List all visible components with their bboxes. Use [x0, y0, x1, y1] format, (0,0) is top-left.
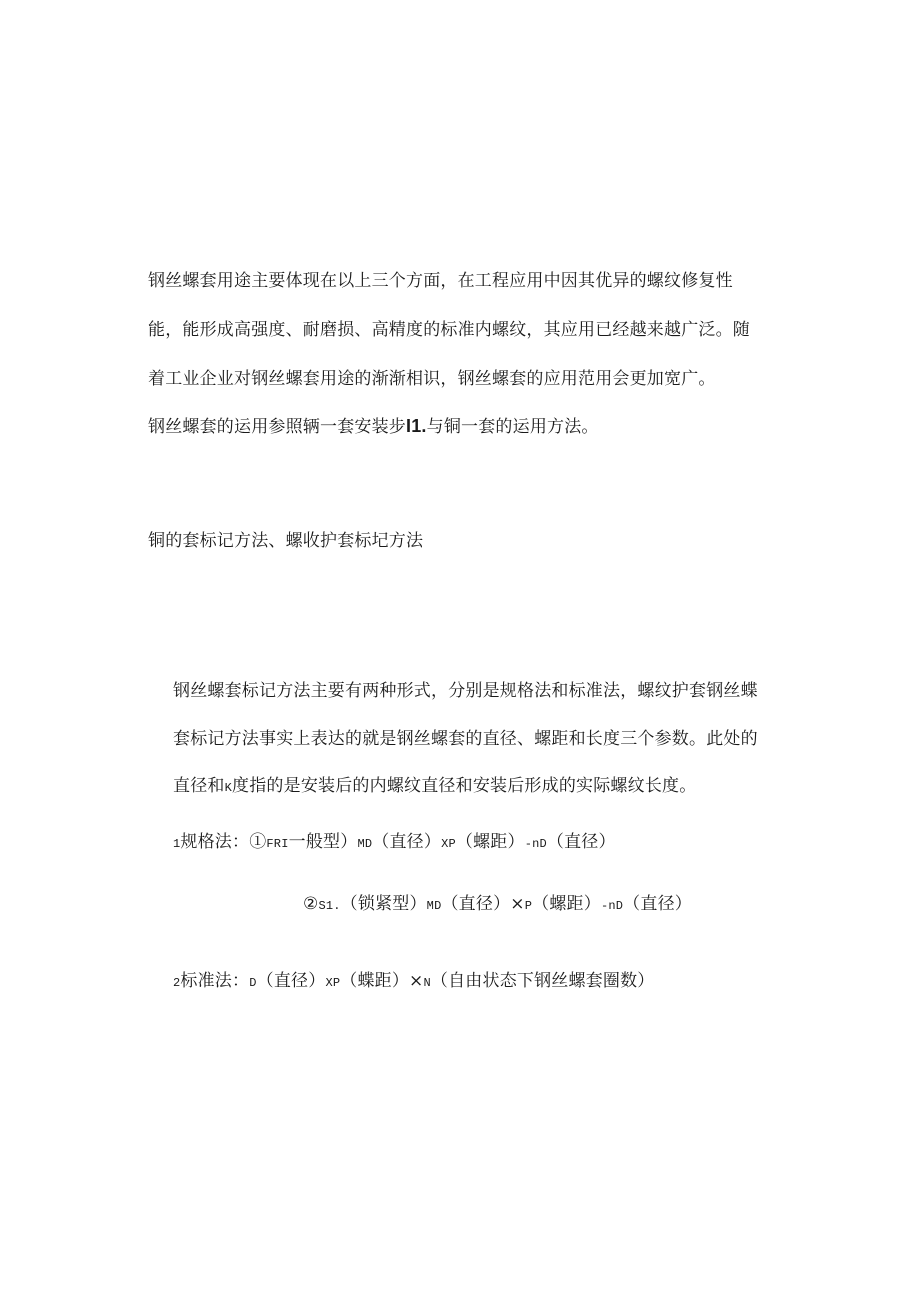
- text-segment: （自由状态下钢丝螺套圈数）: [430, 971, 655, 991]
- text-line: 能，能形成高强度、耐磨损、高精度的标准内螺纹，其应用已经越来越广泛。随: [148, 320, 750, 340]
- text-segment: 直径和: [173, 776, 225, 796]
- text-segment: 度指的是安装后的内螺纹直径和安装后形成的实际螺纹长度。: [232, 776, 697, 796]
- code-segment: XP: [325, 976, 341, 990]
- code-segment: P: [524, 899, 533, 913]
- text-line: 套标记方法事实上表达的就是钢丝螺套的直径、螺距和长度三个参数。此处的: [173, 729, 758, 749]
- code-segment: FRI: [266, 837, 289, 851]
- text-segment: （直径）: [623, 894, 692, 914]
- code-segment: N: [423, 976, 431, 990]
- code-segment: -nD: [600, 899, 624, 913]
- text-segment: （锁紧型）: [340, 894, 427, 914]
- spec-line-1: [173, 830, 616, 856]
- code-segment: XP: [441, 837, 456, 851]
- text-segment: 钢丝螺套的运用参照辆一套安装步: [148, 417, 406, 437]
- code-segment: D: [249, 976, 257, 990]
- spec-line-2: [303, 892, 692, 918]
- text-segment: 规格法：①: [180, 832, 267, 852]
- text-segment: （直径）: [256, 971, 326, 991]
- code-segment: -nD: [524, 837, 547, 851]
- text-segment: （直径）×: [441, 894, 525, 914]
- text-segment: 与铜一套的运用方法。: [426, 417, 599, 437]
- text-segment: （蝶距）×: [340, 971, 424, 991]
- code-segment: MD: [426, 899, 442, 913]
- text-segment: ②: [303, 894, 319, 914]
- text-segment: （直径）: [546, 832, 616, 852]
- text-segment-bold: I1.: [406, 416, 427, 436]
- text-line: [148, 414, 599, 439]
- text-segment: （螺距）: [455, 832, 525, 852]
- code-segment: S1.: [318, 899, 341, 913]
- text-segment: （直径）: [372, 832, 442, 852]
- text-segment-small: K: [224, 781, 233, 795]
- text-line: 钢丝螺套标记方法主要有两种形式，分别是规格法和标准法，螺纹护套钢丝蝶: [173, 681, 758, 701]
- text-line: [173, 774, 696, 800]
- section-heading: 铜的套标记方法、螺收护套标圮方法: [148, 531, 424, 551]
- text-segment: 标准法：: [180, 971, 250, 991]
- list-number: 1: [173, 837, 181, 851]
- text-line: 钢丝螺套用途主要体现在以上三个方面，在工程应用中因其优异的螺纹修复性: [148, 271, 733, 291]
- text-segment: （螺距）: [532, 894, 601, 914]
- text-segment: 一般型）: [288, 832, 358, 852]
- text-line: 着工业企业对钢丝螺套用途的渐渐相识，钢丝螺套的应用范用会更加宽广。: [148, 369, 716, 389]
- spec-line-3: [173, 969, 655, 995]
- list-number: 2: [173, 976, 181, 990]
- code-segment: MD: [357, 837, 373, 851]
